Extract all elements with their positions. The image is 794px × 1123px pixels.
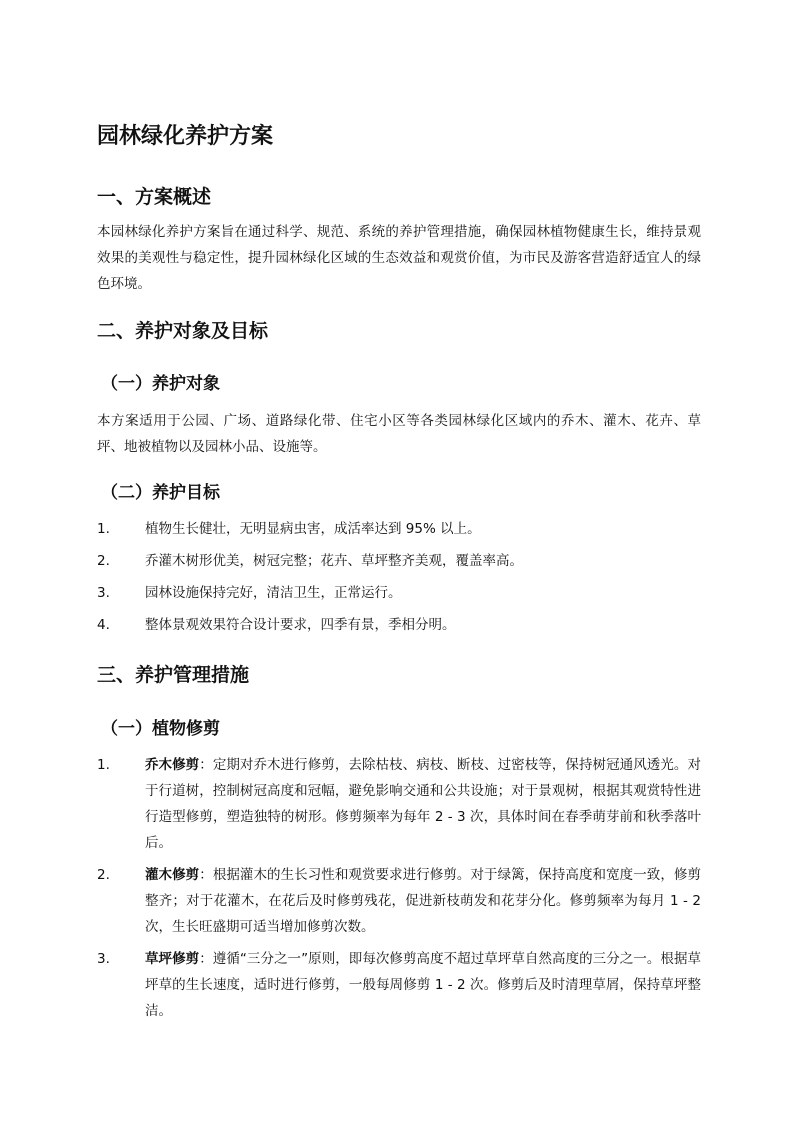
list-item	[97, 862, 701, 940]
list-item	[97, 752, 701, 856]
list-text: 整体景观效果符合设计要求，四季有景，季相分明。	[145, 617, 456, 633]
subsection-heading-objects: （一）养护对象	[101, 374, 220, 394]
goals-list	[97, 516, 701, 644]
list-number: 4.	[97, 617, 110, 633]
list-text: 定期对乔木进行修剪，去除枯枝、病枝、断枝、过密枝等，保持树冠通风透光。对于行道树，控制树冠高度和冠幅，避免影响交通和公共设施；对于景观树，根据其观赏特性进行造型修剪，塑造独特的树形。修剪频率为每年 2 - 3 次，具体时间在春季萌芽前和秋季落叶后。	[145, 757, 701, 851]
list-text: 遵循“三分之一”原则，即每次修剪高度不超过草坪草自然高度的三分之一。根据草坪草的生长速度，适时进行修剪，一般每周修剪 1 - 2 次。修剪后及时清理草屑，保持草坪整洁。	[145, 951, 702, 1019]
subsection-heading-pruning: （一）植物修剪	[101, 719, 220, 739]
pruning-list	[97, 752, 701, 1030]
page-title: 园林绿化养护方案	[97, 124, 274, 149]
list-text: 园林设施保持完好，清洁卫生，正常运行。	[145, 585, 402, 601]
list-text: 植物生长健壮，无明显病虫害，成活率达到 95% 以上。	[145, 521, 481, 537]
list-item	[97, 580, 701, 612]
list-item	[97, 946, 701, 1024]
list-body	[145, 946, 701, 1024]
list-term: 乔木修剪	[145, 757, 200, 773]
section-heading-overview: 一、方案概述	[97, 186, 212, 208]
list-number: 1.	[97, 521, 110, 537]
list-body	[145, 752, 701, 856]
list-term: 草坪修剪	[145, 951, 200, 967]
subsection-heading-goals: （二）养护目标	[101, 483, 220, 503]
list-text: 乔灌木树形优美，树冠完整；花卉、草坪整齐美观，覆盖率高。	[145, 553, 523, 569]
list-number: 2.	[97, 553, 110, 569]
list-term-separator: ：	[199, 757, 213, 773]
objects-paragraph: 本方案适用于公园、广场、道路绿化带、住宅小区等各类园林绿化区域内的乔木、灌木、花卉、草坪、地被植物以及园林小品、设施等。	[97, 413, 701, 455]
list-text: 根据灌木的生长习性和观赏要求进行修剪。对于绿篱，保持高度和宽度一致，修剪整齐；对于花灌木，在花后及时修剪残花，促进新枝萌发和花芽分化。修剪频率为每月 1 - 2 次，生长旺盛期可适当增加修剪次数。	[145, 867, 701, 935]
section-heading-targets: 二、养护对象及目标	[97, 320, 269, 342]
list-item	[97, 548, 701, 580]
list-term: 灌木修剪	[145, 867, 200, 883]
list-number: 3.	[97, 585, 110, 601]
list-number: 3.	[97, 951, 110, 967]
list-item	[97, 516, 701, 548]
list-item	[97, 612, 701, 644]
list-number: 2.	[97, 867, 110, 883]
overview-paragraph: 本园林绿化养护方案旨在通过科学、规范、系统的养护管理措施，确保园林植物健康生长，维持景观效果的美观性与稳定性，提升园林绿化区域的生态效益和观赏价值，为市民及游客营造舒适宜人的绿色环境。	[97, 224, 701, 292]
list-term-separator: ：	[199, 951, 213, 967]
section-heading-measures: 三、养护管理措施	[97, 664, 250, 686]
list-number: 1.	[97, 757, 110, 773]
list-term-separator: ：	[199, 867, 213, 883]
list-body	[145, 862, 701, 940]
